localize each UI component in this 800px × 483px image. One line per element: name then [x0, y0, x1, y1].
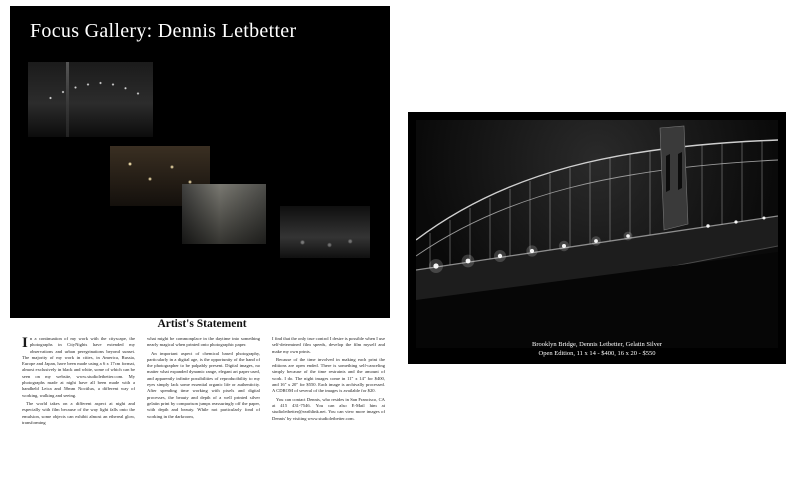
paragraph-text: The world takes on a different aspect at night and especially with film because of the way light falls onto the emulsion, some objects can exhibit almost an ethereal glow, transforming: [22, 400, 135, 425]
bridge-thumbnail-image: [28, 62, 153, 137]
crowd-thumbnail: [280, 206, 370, 258]
photo-caption: [408, 340, 786, 358]
bridge-illustration: [416, 120, 778, 348]
left-black-panel: [10, 6, 390, 318]
photo-caption-line-2: Open Edition, 11 x 14 - $400, 16 x 20 - $550: [538, 350, 656, 357]
paragraph-text: what might be commonplace in the daytime into something nearly magical when printed onto photographic paper.: [147, 336, 260, 348]
page-title: Focus Gallery: Dennis Letbetter: [30, 20, 297, 42]
article-column-1: [22, 336, 135, 476]
paragraph-text: n a continuation of my work with the cityscape, the photographs in CityNights have extended my observations and urban peregrinations beyond sunset. The majority of my work in cities, in America, Russia, Europe and Japan, have been made using a 6 x 17cm format, almost exclusively in black and white, some of which can be seen on my website, www.studioletbetter.com. My photographs made at night have all been made with a handheld Leica and 50mm Noctilux, a different way of working, walking and seeing.: [22, 336, 135, 398]
drop-cap: I: [22, 336, 28, 351]
paragraph-text: You can contact Dennis, who resides in San Francisco, CA at 415 431-7546. You can also E-Mail him at studioletbetter@earthlink.net. You can view more images of Dennis' by visiting www.studioletbetter.com.: [272, 396, 385, 421]
artist-statement-heading: Artist's Statement: [157, 318, 247, 330]
church-facade-thumbnail-image: [182, 184, 266, 244]
crowd-thumbnail-image: [280, 206, 370, 258]
bridge-thumbnail: [28, 62, 153, 137]
paragraph-text: An important aspect of chemical based photography, particularly in a digital age, is the opportunity of the hand of the photographer to be palpably present. Digital images, no matter what expanded dynamic range, elegant art paper used, and apparently infinite possibilities of reproducibility to my eyes simply lack some essential organic life or authenticity. After spending time working with pixels and digital processes, the beauty and depth of a well printed silver gelatin print by comparison jumps reassuringly off the paper, with depth and beauty. While not particularly fond of working in the darkroom,: [147, 350, 260, 419]
brooklyn-bridge-photo: [416, 120, 778, 348]
church-facade-thumbnail: [182, 184, 266, 244]
article-column-3: [272, 336, 385, 476]
paragraph-text: Because of the time involved in making each print the editions are open ended. There is something self-canceling simply because of the time restraints and the amount of work. I do. The night images come in 11" x 14" for $400, and 16" x 20" for $550. Each image is archivally processed. A CDROM of several of the images is available for $20.: [272, 356, 385, 394]
right-black-panel: [408, 112, 786, 364]
article-column-2: [147, 336, 260, 476]
article-columns: [22, 336, 386, 476]
photo-caption-line-1: Brooklyn Bridge, Dennis Letbetter, Gelatin Silver: [532, 341, 662, 348]
paragraph-text: I find that the only true control I desire is possible when I use self-determined film speeds, develop the film myself and make my own prints.: [272, 336, 385, 354]
